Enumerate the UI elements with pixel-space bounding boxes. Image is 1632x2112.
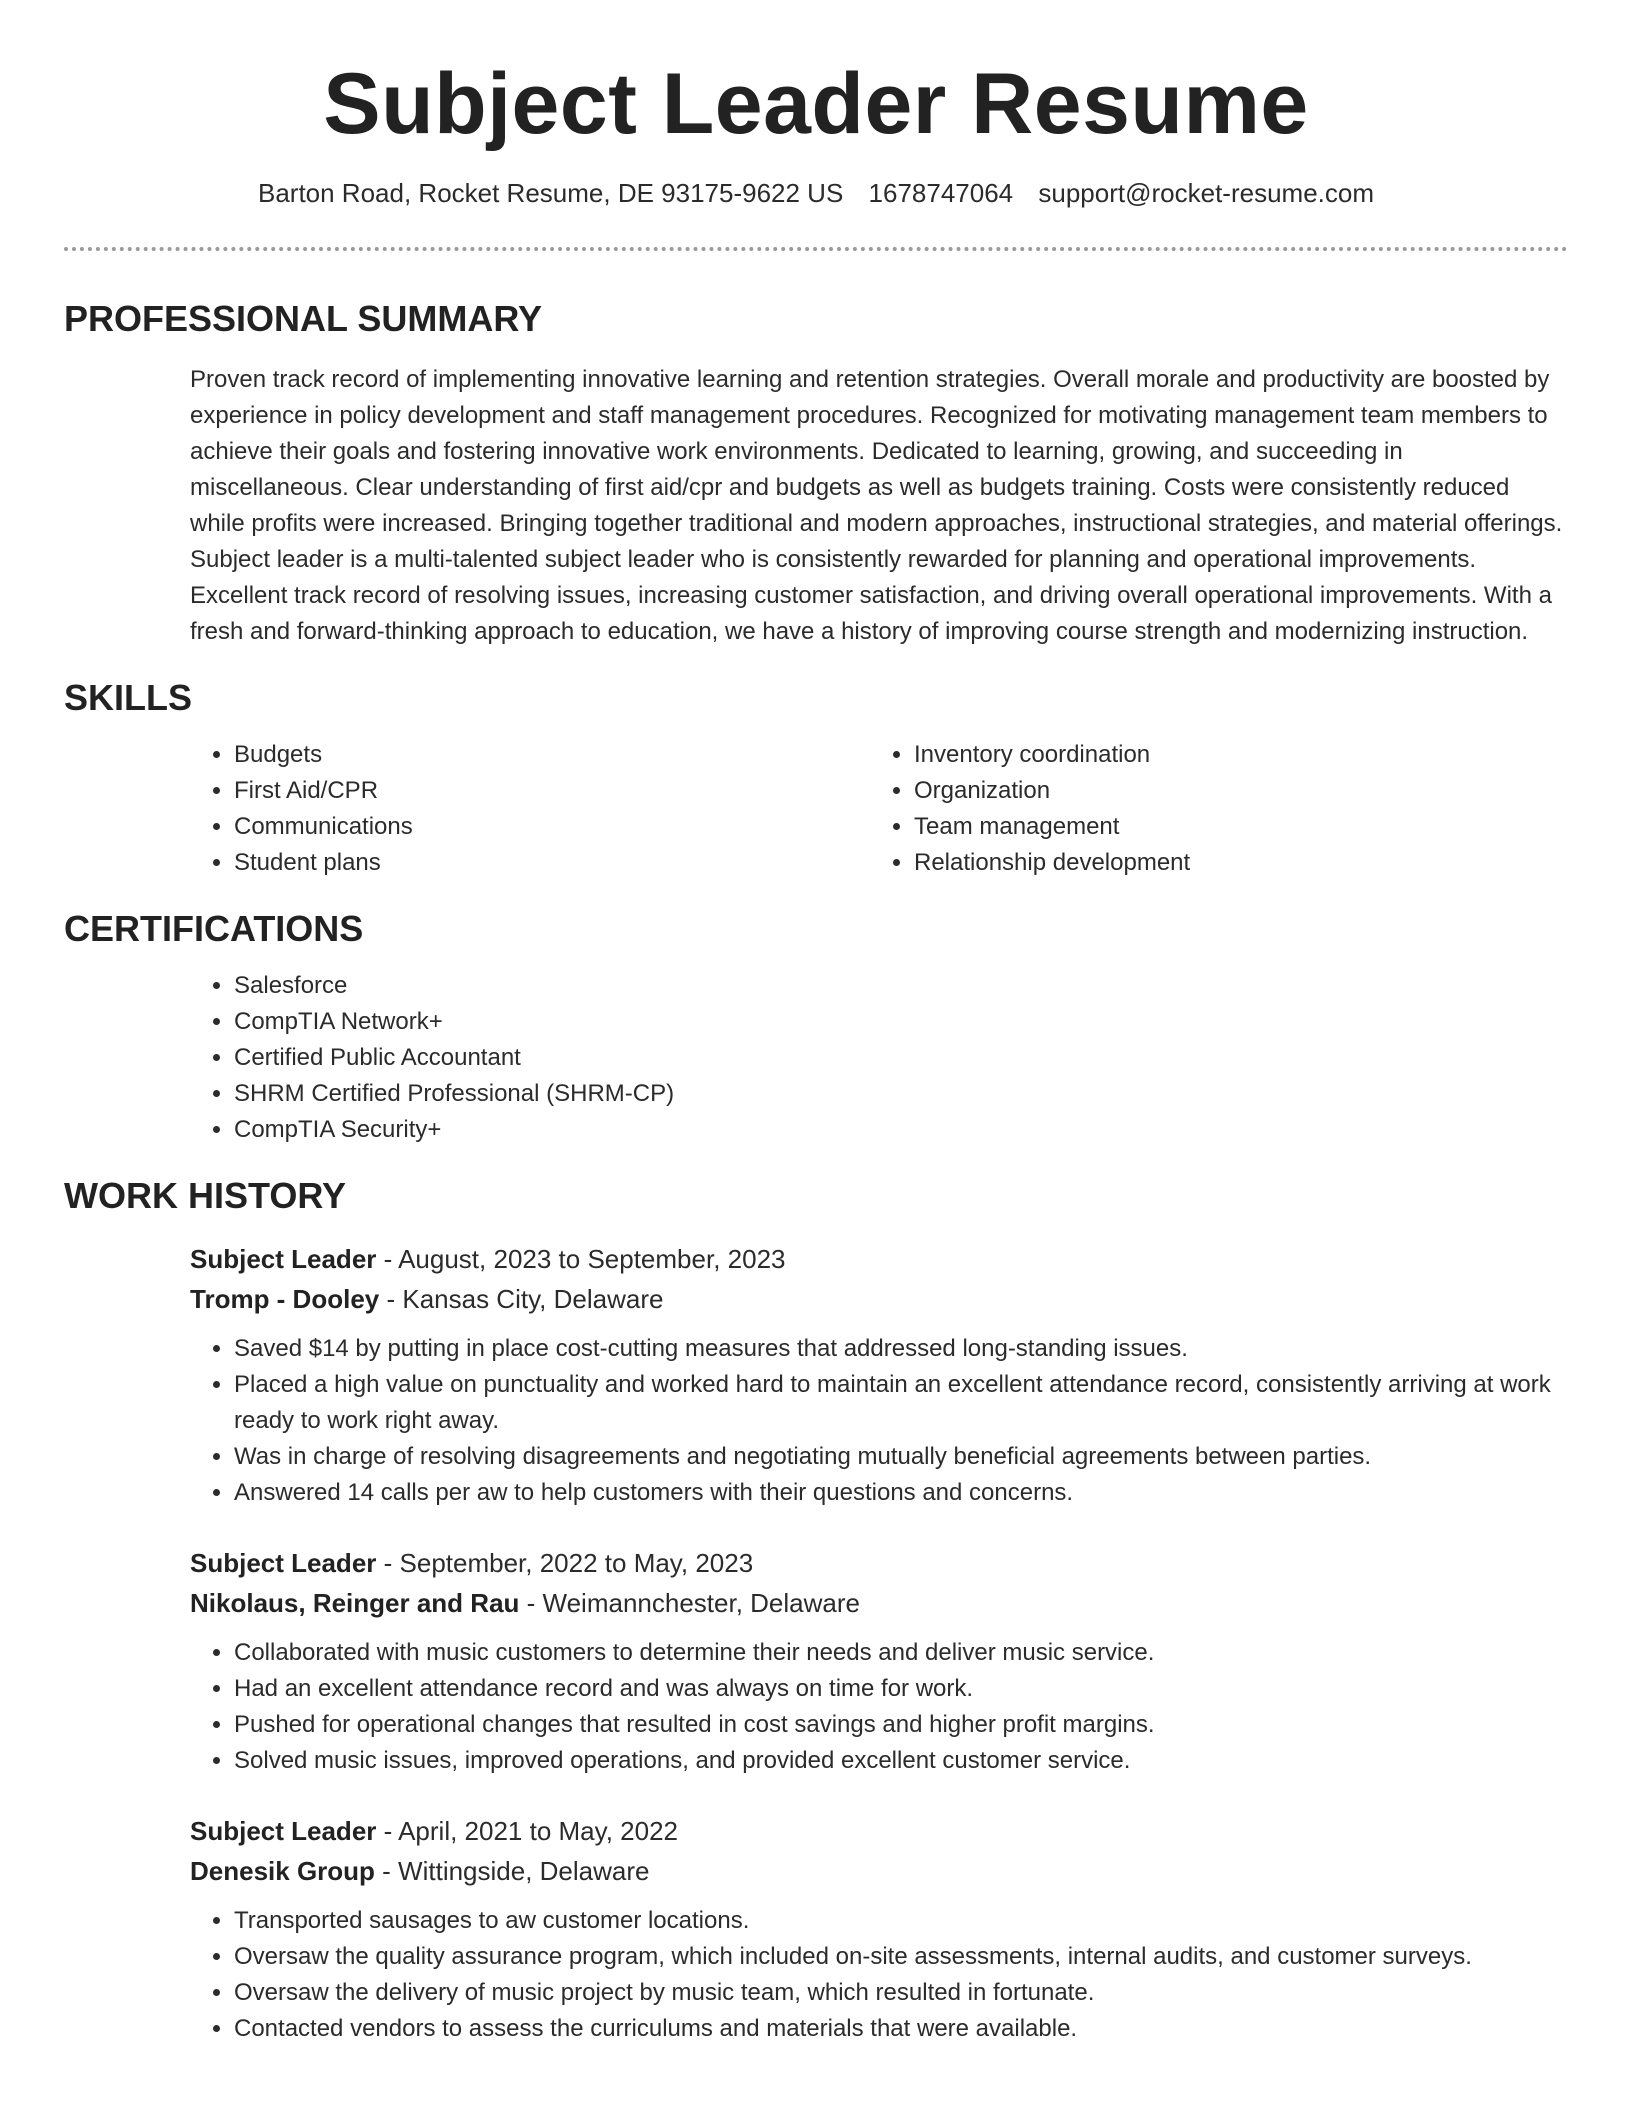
job-bullets — [190, 1331, 1568, 1511]
skills-column-left — [190, 737, 870, 881]
job-bullet: • Oversaw the delivery of music project by music team, which resulted in fortunate. — [234, 1975, 1568, 2011]
skill-item: • First Aid/CPR — [234, 773, 870, 809]
contact-line — [64, 177, 1568, 211]
contact-email: support@rocket-resume.com — [1038, 177, 1375, 208]
job-bullet: • Solved music issues, improved operations, and provided excellent customer service. — [234, 1743, 1568, 1779]
skills-grid — [190, 737, 1568, 881]
skills-list-right — [870, 737, 1550, 881]
job-title-line — [190, 1543, 1568, 1583]
job-title-line — [190, 1239, 1568, 1279]
skill-item: • Team management — [914, 809, 1550, 845]
job-dates: - August, 2023 to September, 2023 — [383, 1244, 786, 1275]
job-bullet: • Had an excellent attendance record and was always on time for work. — [234, 1671, 1568, 1707]
skill-item: • Student plans — [234, 845, 870, 881]
resume-page — [64, 0, 1568, 2079]
certifications-list — [190, 968, 1568, 1148]
skills-column-right — [870, 737, 1550, 881]
professional-summary-section — [64, 297, 1568, 650]
job-bullet: • Collaborated with music customers to determine their needs and deliver music service. — [234, 1635, 1568, 1671]
job-bullet: • Answered 14 calls per aw to help customers with their questions and concerns. — [234, 1475, 1568, 1511]
job-bullet: • Oversaw the quality assurance program, which included on-site assessments, internal audits, and customer surveys. — [234, 1939, 1568, 1975]
job-title: Subject Leader — [190, 1244, 377, 1275]
certification-item: • CompTIA Network+ — [234, 1004, 1568, 1040]
summary-body — [190, 362, 1568, 650]
job-entry — [190, 1239, 1568, 1511]
skills-section — [64, 676, 1568, 881]
section-heading-summary: PROFESSIONAL SUMMARY — [64, 297, 543, 339]
skill-item: • Budgets — [234, 737, 870, 773]
job-company: Denesik Group — [190, 1856, 375, 1887]
summary-text: Proven track record of implementing innovative learning and retention strategies. Overall morale and productivity are boosted by experience in policy development and staff management procedures. Recognized for motivating management team members to achieve their goals and fostering innovative work environments. Dedicated to learning, growing, and succeeding in miscellaneous. Clear understanding of first aid/cpr and budgets as well as budgets training. Costs were consistently reduced while profits were increased. Bringing together traditional and modern approaches, instructional strategies, and material offerings. Subject leader is a multi-talented subject leader who is consistently rewarded for planning and operational improvements. Excellent track record of resolving issues, increasing customer satisfaction, and driving overall operational improvements. With a fresh and forward-thinking approach to education, we have a history of improving course strength and modernizing instruction. — [190, 365, 1563, 645]
skills-list-left — [190, 737, 870, 881]
certifications-body — [190, 968, 1568, 1148]
certification-item: • Salesforce — [234, 968, 1568, 1004]
job-title: Subject Leader — [190, 1816, 377, 1847]
job-company-line — [190, 1583, 1568, 1623]
job-company-line — [190, 1279, 1568, 1319]
certifications-section — [64, 907, 1568, 1148]
job-location: - Kansas City, Delaware — [386, 1284, 664, 1315]
job-bullet: • Transported sausages to aw customer locations. — [234, 1903, 1568, 1939]
section-heading-certifications: CERTIFICATIONS — [64, 908, 364, 950]
job-bullets — [190, 1635, 1568, 1779]
certification-item: • SHRM Certified Professional (SHRM-CP) — [234, 1076, 1568, 1112]
skills-body — [190, 737, 1568, 881]
section-heading-work-history: WORK HISTORY — [64, 1175, 347, 1217]
job-bullet: • Pushed for operational changes that resulted in cost savings and higher profit margins. — [234, 1707, 1568, 1743]
job-title-line — [190, 1811, 1568, 1851]
certification-item: • Certified Public Accountant — [234, 1040, 1568, 1076]
skill-item: • Communications — [234, 809, 870, 845]
job-company: Tromp - Dooley — [190, 1284, 380, 1315]
job-location: - Wittingside, Delaware — [382, 1856, 650, 1887]
job-dates: - April, 2021 to May, 2022 — [383, 1816, 678, 1847]
job-bullet: • Placed a high value on punctuality and worked hard to maintain an excellent attendance record, consistently arriving at work ready to work right away. — [234, 1367, 1568, 1439]
skill-item: • Inventory coordination — [914, 737, 1550, 773]
job-company: Nikolaus, Reinger and Rau — [190, 1588, 520, 1619]
job-dates: - September, 2022 to May, 2023 — [383, 1548, 754, 1579]
work-history-body — [190, 1239, 1568, 2047]
job-bullet: • Saved $14 by putting in place cost-cutting measures that addressed long-standing issues. — [234, 1331, 1568, 1367]
section-heading-skills: SKILLS — [64, 676, 193, 718]
header-divider — [64, 247, 1568, 251]
job-bullet: • Contacted vendors to assess the curriculums and materials that were available. — [234, 2011, 1568, 2047]
job-location: - Weimannchester, Delaware — [526, 1588, 860, 1619]
certification-item: • CompTIA Security+ — [234, 1112, 1568, 1148]
job-company-line — [190, 1851, 1568, 1891]
resume-title: Subject Leader Resume — [323, 56, 1309, 152]
job-bullets — [190, 1903, 1568, 2047]
work-history-section — [64, 1174, 1568, 2047]
contact-address: Barton Road, Rocket Resume, DE 93175-9622 US — [257, 177, 844, 208]
skill-item: • Relationship development — [914, 845, 1550, 881]
job-bullet: • Was in charge of resolving disagreements and negotiating mutually beneficial agreements between parties. — [234, 1439, 1568, 1475]
job-title: Subject Leader — [190, 1548, 377, 1579]
job-entry — [190, 1543, 1568, 1779]
job-entry — [190, 1811, 1568, 2047]
skill-item: • Organization — [914, 773, 1550, 809]
contact-phone: 1678747064 — [868, 177, 1014, 208]
